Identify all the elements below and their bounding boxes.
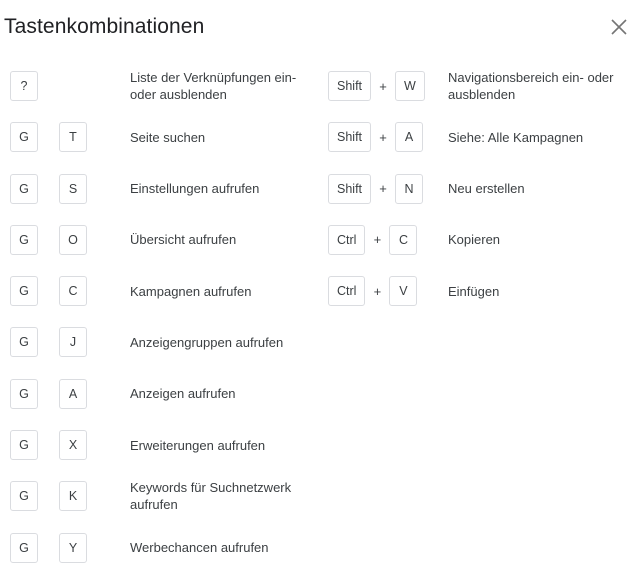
shortcut-keys — [10, 481, 130, 511]
shortcut-keys — [10, 533, 130, 563]
dialog-title: Tastenkombinationen — [4, 15, 205, 38]
shortcut-list-actions — [328, 68, 634, 324]
keycap: C — [389, 225, 417, 255]
keycap: Shift — [328, 71, 371, 101]
shortcut-row — [10, 273, 320, 309]
keycap: Shift — [328, 174, 371, 204]
close-icon — [608, 16, 630, 38]
shortcut-description: Werbechancen aufrufen — [130, 540, 269, 556]
plus-sign: + — [373, 232, 382, 248]
shortcut-list-navigation — [10, 68, 320, 573]
keycap: ? — [10, 71, 38, 101]
shortcut-row — [10, 478, 320, 514]
shortcut-row — [10, 324, 320, 360]
plus-sign: + — [373, 283, 382, 299]
keycap: G — [10, 174, 38, 204]
shortcut-row — [10, 119, 320, 155]
shortcut-keys — [10, 174, 130, 204]
plus-sign: + — [379, 181, 387, 197]
shortcut-description: Neu erstellen — [448, 181, 525, 197]
shortcut-keys — [328, 276, 448, 306]
shortcut-row — [328, 119, 634, 155]
keycap: A — [395, 122, 423, 152]
shortcut-description: Anzeigen aufrufen — [130, 386, 236, 402]
shortcut-row — [328, 222, 634, 258]
keycap: Y — [59, 533, 87, 563]
keycap: S — [59, 174, 87, 204]
shortcut-row — [10, 68, 320, 104]
shortcut-row — [10, 530, 320, 566]
shortcut-description: Erweiterungen aufrufen — [130, 437, 266, 453]
shortcut-keys — [10, 276, 130, 306]
keycap: Ctrl — [328, 225, 365, 255]
shortcut-keys — [10, 430, 130, 460]
shortcut-keys — [328, 122, 448, 152]
keycap: Ctrl — [328, 276, 365, 306]
shortcut-keys — [10, 379, 130, 409]
shortcut-row — [10, 222, 320, 258]
plus-sign: + — [379, 78, 387, 94]
keycap: G — [10, 379, 38, 409]
keycap: C — [59, 276, 87, 306]
shortcut-keys — [10, 225, 130, 255]
shortcut-row — [10, 376, 320, 412]
shortcut-keys — [10, 327, 130, 357]
shortcut-description: Seite suchen — [130, 129, 206, 145]
keycap: G — [10, 276, 38, 306]
keycap: A — [59, 379, 87, 409]
keycap: G — [10, 327, 38, 357]
shortcut-description: Anzeigengruppen aufrufen — [130, 334, 284, 350]
keycap: K — [59, 481, 87, 511]
shortcut-row — [328, 273, 634, 309]
shortcut-description: Übersicht aufrufen — [130, 232, 237, 248]
shortcut-keys — [328, 71, 448, 101]
shortcut-description: Kopieren — [448, 232, 501, 248]
keycap: W — [395, 71, 425, 101]
keycap: G — [10, 481, 38, 511]
keycap: N — [395, 174, 423, 204]
keycap: O — [59, 225, 87, 255]
keycap: V — [389, 276, 417, 306]
keycap: G — [10, 533, 38, 563]
shortcut-row — [328, 171, 634, 207]
keycap: G — [10, 225, 38, 255]
shortcut-description: Liste der Verknüpfungen ein- oder ausblenden — [130, 70, 297, 102]
keycap: T — [59, 122, 87, 152]
shortcut-row — [328, 68, 634, 104]
shortcut-keys — [328, 174, 448, 204]
shortcut-description: Einstellungen aufrufen — [130, 181, 260, 197]
shortcut-keys — [10, 122, 130, 152]
keycap: J — [59, 327, 87, 357]
close-button[interactable] — [608, 16, 630, 38]
shortcut-row — [10, 171, 320, 207]
keycap: G — [10, 430, 38, 460]
keycap: Shift — [328, 122, 371, 152]
shortcut-description: Keywords für Suchnetzwerk aufrufen — [130, 480, 292, 513]
shortcut-row — [10, 427, 320, 463]
shortcut-description: Kampagnen aufrufen — [130, 283, 252, 299]
shortcut-keys — [10, 71, 130, 101]
keycap: X — [59, 430, 87, 460]
shortcut-description: Siehe: Alle Kampagnen — [448, 129, 584, 145]
shortcut-description: Einfügen — [448, 283, 500, 299]
keycap: G — [10, 122, 38, 152]
shortcut-keys — [328, 225, 448, 255]
plus-sign: + — [379, 129, 387, 145]
shortcut-description: Navigationsbereich ein- oder ausblenden — [448, 70, 614, 102]
